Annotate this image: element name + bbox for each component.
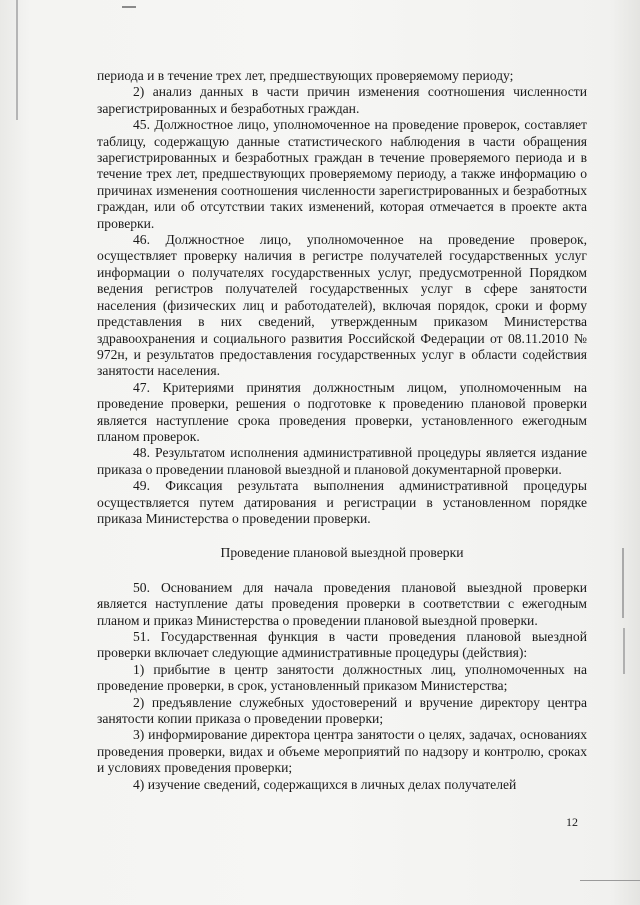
list-item: 2) предъявление служебных удостоверений и вручение директору центра занятости копии приказа о проведении проверки; [97, 694, 587, 727]
page-number: 12 [566, 815, 578, 829]
paragraph: 49. Фиксация результата выполнения административной процедуры осуществляется путем датирования и регистрации в установленном порядке приказа Министерства о проведении проверки. [97, 478, 587, 526]
scan-dash-mark [122, 6, 136, 8]
list-item: 3) информирование директора центра занятости о целях, задачах, основаниях проведения проверки, видах и объеме мероприятий по надзору и контролю, сроках и условиях проведения проверки; [97, 727, 587, 776]
section-heading: Проведение плановой выездной проверки [220, 545, 464, 561]
paragraph: 2) анализ данных в части причин изменения соотношения численности зарегистрированных и безработных граждан. [97, 84, 587, 116]
scan-edge-mark [623, 628, 625, 674]
paragraph: 50. Основанием для начала проведения плановой выездной проверки является наступление даты проведения проверки в соответствии с ежегодным планом и приказ Министерства о проведении плановой выездной проверки. [97, 579, 587, 628]
scan-edge-mark [16, 0, 18, 120]
scan-line-mark [580, 880, 640, 881]
paragraph: 51. Государственная функция в части проведения плановой выездной проверки включает следующие административные процедуры (действия): [97, 629, 587, 661]
paragraph: 48. Результатом исполнения административной процедуры является издание приказа о проведении плановой выездной и плановой документарной проверки. [97, 445, 587, 477]
paragraph: 45. Должностное лицо, уполномоченное на проведение проверок, составляет таблицу, содержащую данные статистического наблюдения в части обращения зарегистрированных и безработных граждан в течение проверяемого периода и в течение трех лет, предшествующих проверяемому периоду, а также информацию о причинах изменения соотношения численности зарегистрированных и безработных граждан, или об отсутствии таких изменений, которая отмечается в проекте акта проверки. [97, 117, 587, 231]
scan-edge-mark [622, 548, 624, 618]
paragraph: периода и в течение трех лет, предшествующих проверяемому периоду; [97, 68, 514, 83]
document-body [97, 68, 587, 793]
list-item: 1) прибытие в центр занятости должностных лиц, уполномоченных на проведение проверки, в срок, установленный приказом Министерства; [97, 661, 587, 694]
paragraph: 46. Должностное лицо, уполномоченное на проведение проверок, осуществляет проверку наличия в регистре получателей государственных услуг информации о получателях государственных услуг, предусмотренной Порядком ведения регистров получателей государственных услуг в сфере занятости населения (физических лиц и работодателей), включая порядок, сроки и форму представления в них сведений, утвержденным приказом Министерства здравоохранения и социального развития Российской Федерации от 08.11.2010 № 972н, и результатов предоставления государственных услуг в области содействия занятости населения. [97, 232, 587, 379]
list-item: 4) изучение сведений, содержащихся в личных делах получателей [133, 776, 517, 792]
paragraph: 47. Критериями принятия должностным лицом, уполномоченным на проведение проверки, решения о подготовке к проведению плановой проверки является наступление срока проведения проверки, установленного ежегодным планом проверок. [97, 379, 587, 444]
